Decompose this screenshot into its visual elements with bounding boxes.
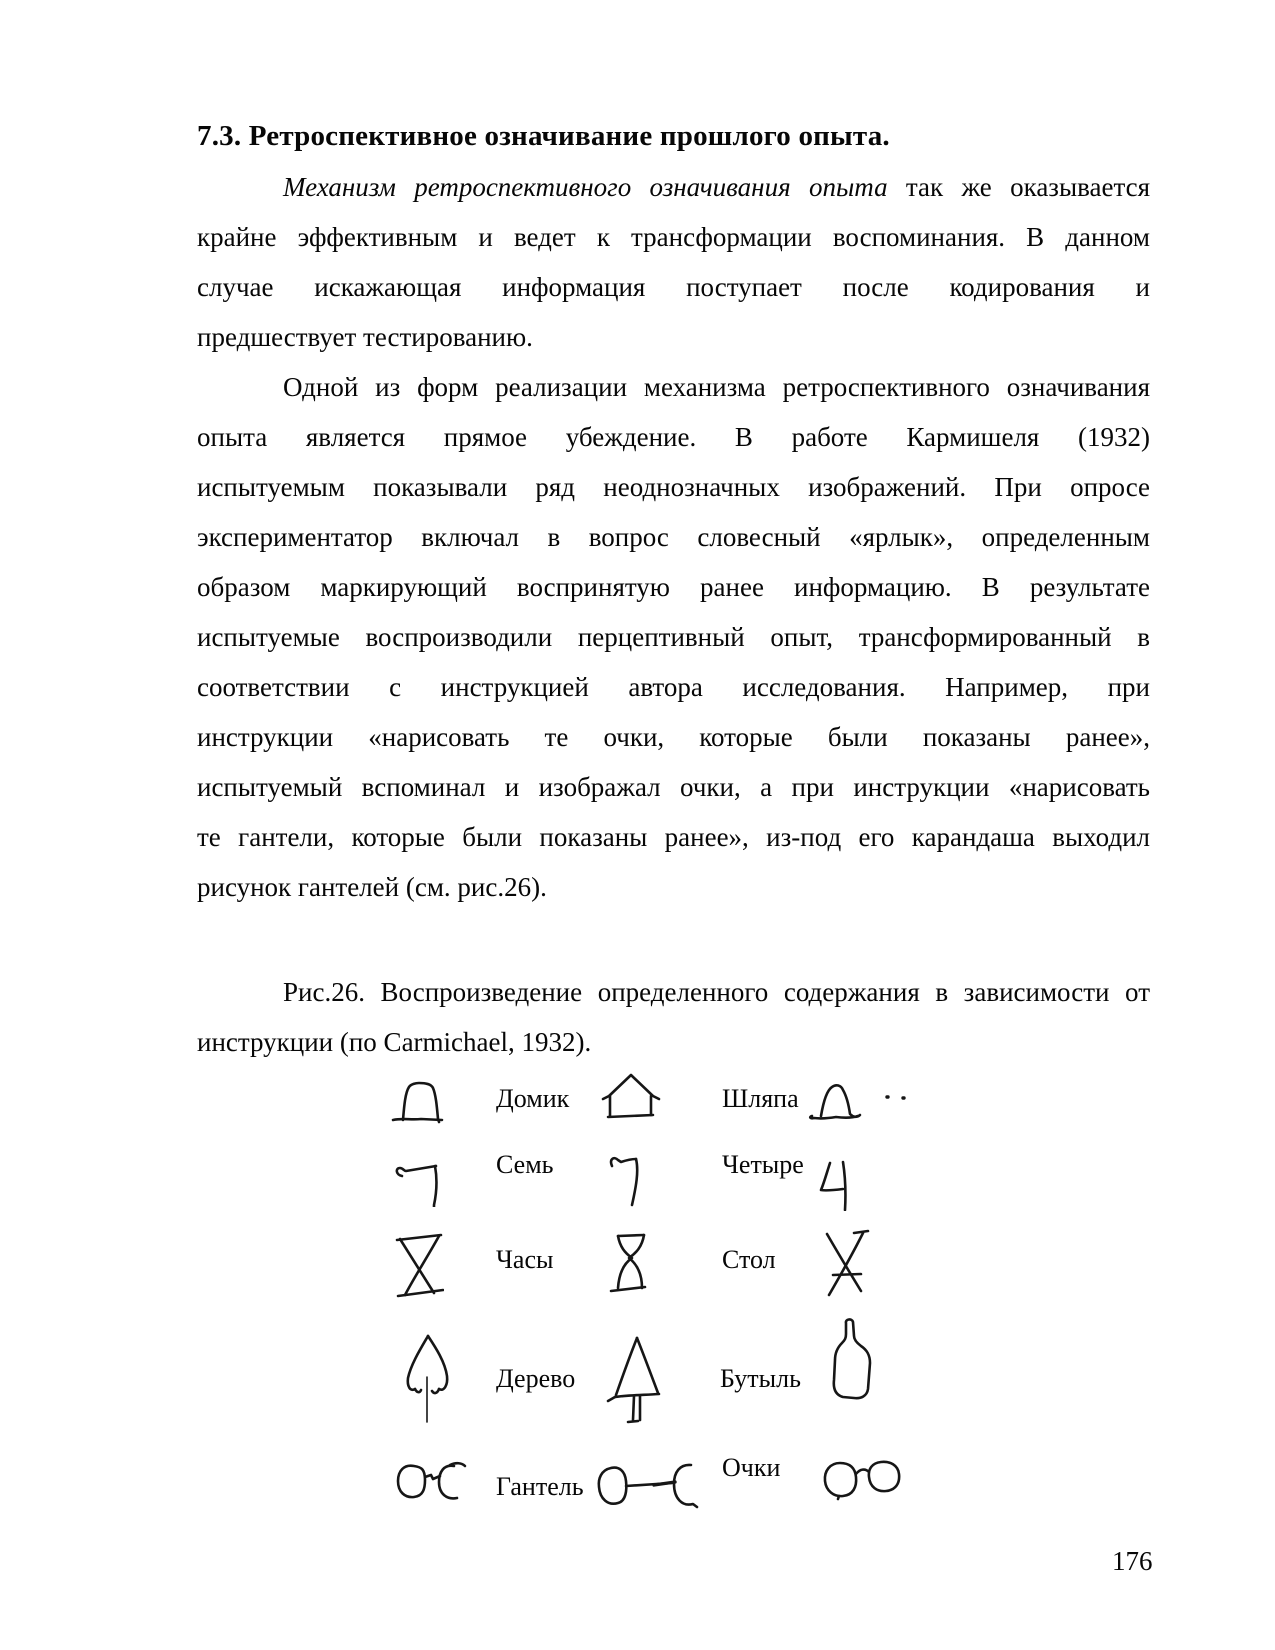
text-line: Рис.26. Воспроизведение определенного содержания в зависимости от bbox=[283, 977, 1150, 1007]
figure-label: Дерево bbox=[496, 1364, 576, 1393]
figure-label: Стол bbox=[722, 1245, 776, 1274]
seven-hook-reproduction-drawing bbox=[392, 1157, 442, 1207]
dome-reproduction-drawing bbox=[390, 1078, 448, 1124]
bottle-reproduction-drawing bbox=[818, 1316, 880, 1408]
text-line: испытуемые воспроизводили перцептивный опыт, трансформированный в bbox=[197, 622, 1150, 652]
hat-reproduction-drawing bbox=[808, 1080, 864, 1120]
figure-label: Часы bbox=[496, 1245, 554, 1274]
text-line: Одной из форм реализации механизма ретроспективного означивания bbox=[283, 372, 1150, 402]
text-block bbox=[197, 110, 1150, 1067]
text-line: крайне эффективным и ведет к трансформации воспоминания. В данном bbox=[197, 222, 1150, 252]
text-line: экспериментатор включал в вопрос словесный «ярлык», определенным bbox=[197, 522, 1150, 552]
text-line: опыта является прямое убеждение. В работе Кармишеля (1932) bbox=[197, 422, 1150, 452]
text-line: случае искажающая информация поступает после кодирования и bbox=[197, 272, 1150, 302]
text-line: образом маркирующий воспринятую ранее информацию. В результате bbox=[197, 572, 1150, 602]
hourglass-stimulus-drawing bbox=[606, 1231, 650, 1295]
figure-label: Гантель bbox=[496, 1472, 584, 1501]
text-line: Механизм ретроспективного означивания опыта так же оказывается bbox=[283, 172, 1150, 202]
figure-label: Семь bbox=[496, 1150, 554, 1179]
tree-stimulus-drawing bbox=[605, 1333, 669, 1427]
text-line: соответствии с инструкцией автора исследования. Например, при bbox=[197, 672, 1150, 702]
text-line: те гантели, которые были показаны ранее», из-под его карандаша выходил bbox=[197, 822, 1150, 852]
two-dots-mark bbox=[884, 1093, 908, 1101]
paragraph-2 bbox=[197, 362, 1150, 912]
text-line: испытуемым показывали ряд неоднозначных изображений. При опросе bbox=[197, 472, 1150, 502]
figure-26 bbox=[0, 1060, 1275, 1580]
dumbbell-stimulus-drawing bbox=[594, 1458, 714, 1510]
table-x-reproduction-drawing bbox=[818, 1229, 870, 1297]
glasses-two-circles-reproduction-drawing bbox=[820, 1455, 912, 1501]
figure-caption bbox=[197, 967, 1150, 1067]
section-heading: 7.3. Ретроспективное означивание прошлого опыта. bbox=[197, 120, 890, 152]
vertical-gap bbox=[197, 912, 1150, 967]
seven-stimulus-drawing bbox=[606, 1153, 640, 1207]
figure-label: Бутыль bbox=[720, 1364, 801, 1393]
figure-label: Домик bbox=[496, 1084, 570, 1113]
text-line: рисунок гантелей (см. рис.26). bbox=[197, 872, 547, 902]
figure-label: Очки bbox=[722, 1453, 781, 1482]
figure-label: Шляпа bbox=[722, 1084, 799, 1113]
glasses-close-reproduction-drawing bbox=[392, 1454, 486, 1502]
text-line: инструкции «нарисовать те очки, которые были показаны ранее», bbox=[197, 722, 1150, 752]
hourglass-x-reproduction-drawing bbox=[392, 1232, 444, 1298]
paragraph-1 bbox=[197, 162, 1150, 362]
leaf-reproduction-drawing bbox=[398, 1332, 454, 1424]
page-number: 176 bbox=[1112, 1546, 1153, 1576]
text-line: предшествует тестированию. bbox=[197, 322, 533, 352]
house-stimulus-drawing bbox=[600, 1070, 662, 1120]
figure-label: Четыре bbox=[722, 1150, 804, 1179]
four-reproduction-drawing bbox=[816, 1157, 854, 1211]
text-line: испытуемый вспоминал и изображал очки, а при инструкции «нарисовать bbox=[197, 772, 1150, 802]
text-line: инструкции (по Carmichael, 1932). bbox=[197, 1027, 592, 1057]
